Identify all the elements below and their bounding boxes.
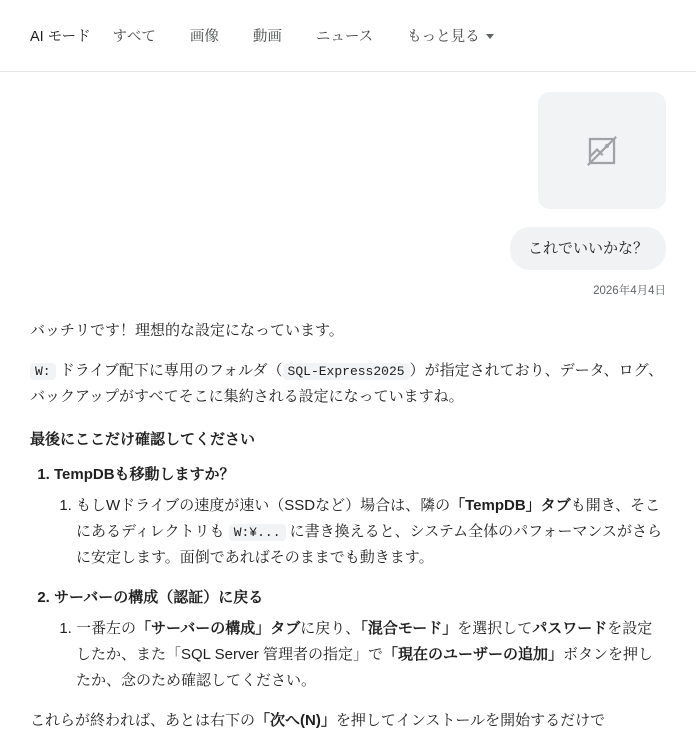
tab-ai-mode[interactable] [30,25,91,46]
checklist [30,462,666,694]
chevron-down-icon [486,34,494,39]
sub1-bold-2: タブ [540,497,571,515]
message-timestamp: 2026年4月4日 [593,285,666,297]
folder-name-code: SQL-Express2025 [283,363,410,380]
timestamp-row [30,282,666,298]
sub1-bold-1: 「TempDB」 [450,497,541,515]
sub1-text-d: に書き換えると、システム全体のパフォーマンスがさらに安定します。面倒であればそのままでも動きます。 [76,523,662,566]
tab-images-label: 画像 [189,29,219,45]
answer-closing [30,708,666,734]
sub2-text-c2: を選択して [457,620,533,638]
sub2-bold-4: パスワード [532,620,608,638]
sub2-bold-3: 「混合モード」 [360,620,458,638]
tab-ai-mode-label: AI モード [30,29,91,45]
checklist-item-1-title: TempDBも移動しますか？ [54,465,235,483]
answer-paragraph-2 [30,358,666,410]
tab-videos-label: 動画 [252,29,282,45]
answer-para2-b: ）が指定されており、データ、ログ、バックアップがすべてそこに集約される設定になっていますね。 [30,361,664,405]
checklist-item-1 [54,462,666,571]
search-mode-tabbar [0,0,696,72]
closing-text-c: を押してインストールを開始するだけで [335,711,606,729]
tab-all[interactable] [113,25,174,46]
closing-text-a: これらが終われば、あとは右下の [30,711,256,729]
conversation [0,72,696,733]
checklist-item-2 [54,585,666,694]
sub1-text-a: もしWドライブの速度が速い（SSDなど）場合は、隣の [76,497,451,515]
tab-more-label: もっと見る [407,29,480,45]
tab-news[interactable] [316,25,391,46]
closing-bold: 「次へ(N)」 [255,711,336,729]
user-message-bubble: これでいいかな？ [510,227,666,270]
tab-more[interactable] [407,25,512,46]
list-item [76,616,666,693]
sub2-bold-2: タブ [270,620,301,638]
drive-letter-code: W: [30,363,56,380]
checklist-item-1-sublist [54,493,666,570]
sub2-text-c: に戻り、 [300,620,361,638]
sub2-text-c3: を設定したか、また「SQL Server 管理者の指定」で [76,620,653,664]
sub2-text-c4: ボタンを押したか、念のため確認してください。 [76,646,654,689]
sub2-bold-5: 「現在のユーザーの追加」 [382,646,563,664]
checklist-item-2-sublist [54,616,666,693]
section-heading: 最後にここだけ確認してください [30,431,256,449]
sub2-bold-1: 「サーバーの構成」 [136,620,271,638]
answer-intro: バッチリです！理想的な設定になっています。 [30,322,344,339]
tab-images[interactable] [190,25,237,46]
assistant-answer [30,318,666,733]
broken-image-icon [585,134,619,168]
attachment-row [30,92,666,209]
answer-para2-a: ドライブ配下に専用のフォルダ（ [59,361,283,379]
tab-all-label: すべて [112,29,156,45]
tab-news-label: ニュース [315,29,374,45]
sub2-text-a: 一番左の [76,620,137,638]
list-item [76,493,666,570]
tab-videos[interactable] [253,25,300,46]
tempdb-path-code: W:¥... [229,524,286,541]
user-message-row [30,227,666,270]
attachment-thumbnail[interactable] [538,92,666,209]
checklist-item-2-title: サーバーの構成（認証）に戻る [54,588,264,606]
sub1-text-c: も開き、そこにあるディレクトリも [76,497,661,541]
